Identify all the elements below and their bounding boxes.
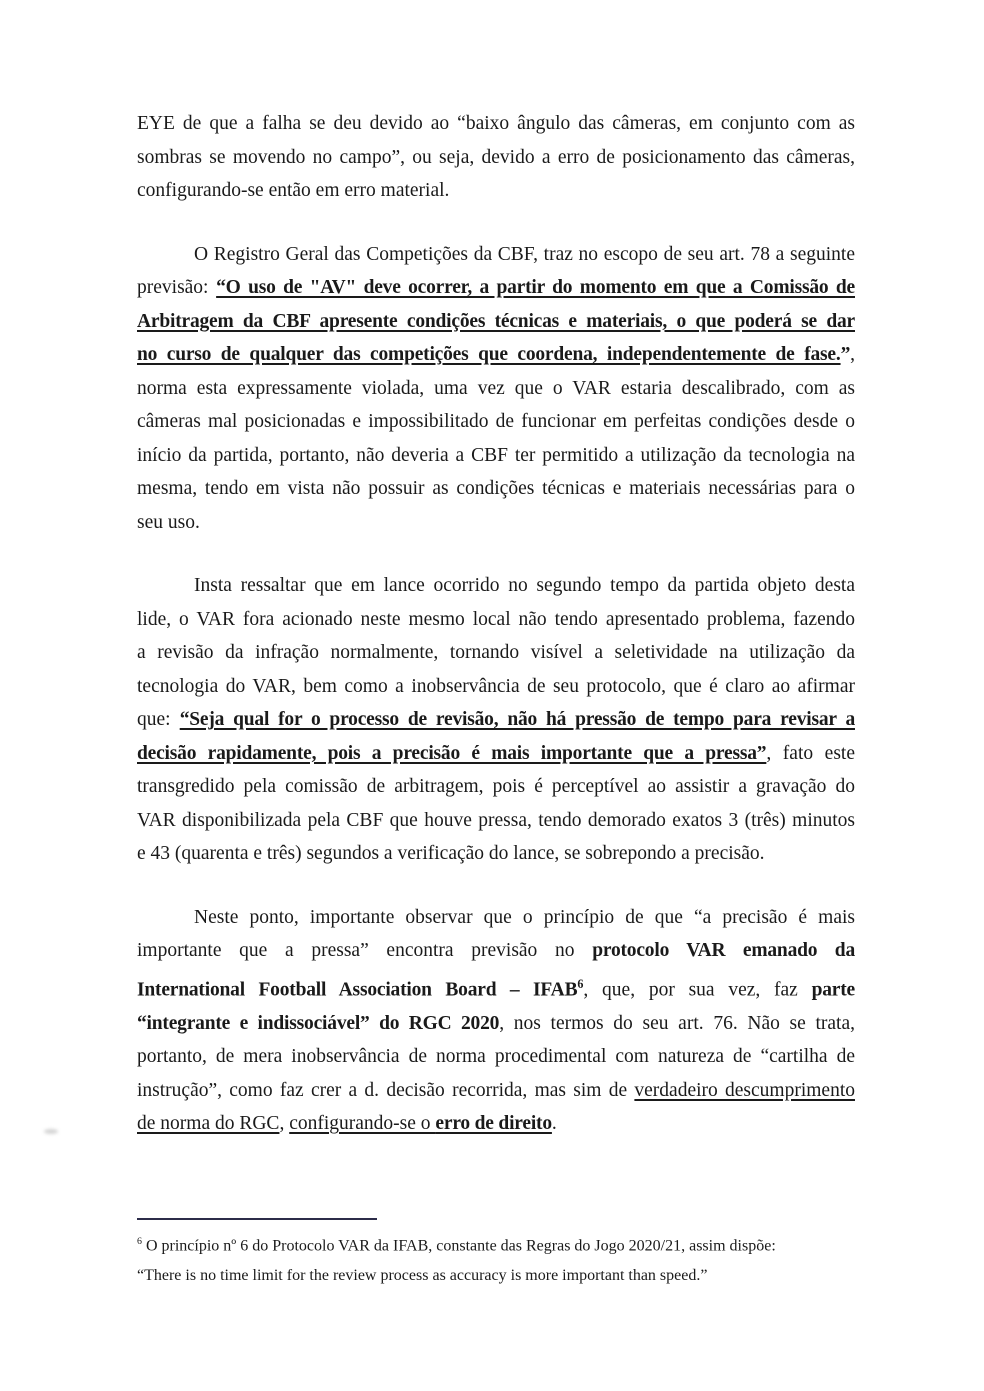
text-segment: O princípio nº 6 do Protocolo VAR da IFAB, constante das Regras do Jogo 2020/21, assim dispõe: — [141, 1237, 776, 1255]
text-line — [137, 804, 855, 838]
text-segment: câmeras mal posicionadas e impossibilitado de funcionar em perfeitas condições desde o — [137, 411, 855, 432]
text-line — [137, 737, 855, 771]
text-line — [137, 901, 855, 935]
text-line — [137, 506, 855, 540]
text-segment: O Registro Geral das Competições da CBF, traz no escopo de seu art. 78 a seguinte — [194, 243, 855, 265]
text-segment: EYE de que a falha se deu devido ao “baixo ângulo das câmeras, em conjunto com as — [137, 113, 855, 134]
text-segment: transgredido pela comissão de arbitragem, pois é perceptível ao assistir a gravação do — [137, 776, 855, 797]
text-line — [137, 837, 855, 871]
document-body — [137, 107, 855, 1141]
text-segment: mesma, tendo em vista não possuir as condições técnicas e materiais necessárias para o — [137, 478, 855, 499]
text-segment: “There is no time limit for the review process as accuracy is more important than speed.” — [137, 1267, 708, 1285]
text-line — [137, 405, 855, 439]
text-segment: VAR disponibilizada pela CBF que houve pressa, tendo demorado exatos 3 (três) minutos — [137, 809, 855, 831]
text-line — [137, 174, 855, 208]
text-segment: de norma do RGC — [137, 1113, 280, 1134]
text-line — [137, 934, 855, 968]
text-segment: configurando-se o — [289, 1113, 436, 1134]
text-segment: , nos termos do seu art. 76. Não se trata, — [499, 1012, 855, 1034]
text-segment: importante que a pressa” encontra previsão no — [137, 940, 593, 961]
text-segment: a revisão da infração normalmente, tornando visível a seletividade na utilização da — [137, 642, 855, 663]
text-line — [137, 670, 855, 704]
text-segment: “O uso de "AV" deve ocorrer, a partir do momento em que a Comissão de — [216, 277, 855, 298]
footnote-line — [137, 1227, 855, 1261]
text-segment: International Football Association Board – IFAB — [137, 979, 578, 1000]
text-segment: , — [279, 1113, 290, 1134]
text-segment: configurando-se então em erro material. — [137, 180, 450, 201]
text-segment: , — [850, 344, 855, 365]
text-line — [137, 1074, 855, 1108]
text-segment: e 43 (quarenta e três) segundos a verificação do lance, se sobrepondo a precisão. — [137, 843, 765, 864]
text-segment: parte — [811, 979, 855, 1000]
text-line — [137, 1107, 855, 1141]
text-segment: “Seja qual for o processo de revisão, não há pressão de tempo para revisar a — [179, 709, 855, 730]
text-line — [137, 770, 855, 804]
text-segment: ” — [840, 344, 851, 365]
text-line — [137, 968, 855, 1007]
text-line — [137, 1007, 855, 1041]
paragraph — [137, 901, 855, 1141]
text-line — [137, 569, 855, 603]
text-line — [137, 1040, 855, 1074]
text-line — [137, 439, 855, 473]
text-segment: sombras se movendo no campo”, ou seja, devido a erro de posicionamento das câmeras, — [137, 146, 855, 168]
text-segment: portanto, de mera inobservância de norma procedimental com natureza de “cartilha de — [137, 1046, 855, 1067]
footnote-line — [137, 1261, 855, 1291]
text-line — [137, 107, 855, 141]
text-segment: verdadeiro descumprimento — [634, 1079, 855, 1101]
footnote-separator — [137, 1218, 377, 1220]
text-line — [137, 141, 855, 175]
text-segment: início da partida, portanto, não deveria a CBF ter permitido a utilização da tecnologia na — [137, 444, 855, 466]
text-line — [137, 703, 855, 737]
text-segment: Neste ponto, importante observar que o princípio de que “a precisão é mais — [194, 906, 855, 928]
text-line — [137, 603, 855, 637]
text-segment: Arbitragem da CBF apresente condições técnicas e materiais, o que poderá se dar — [137, 310, 855, 332]
text-segment: norma esta expressamente violada, uma vez que o VAR estaria descalibrado, com as — [137, 377, 855, 399]
text-line — [137, 338, 855, 372]
text-segment: tecnologia do VAR, bem como a inobservância de seu protocolo, que é claro ao afirmar — [137, 675, 855, 697]
text-segment: previsão: — [137, 277, 217, 298]
text-segment: erro de direito — [435, 1113, 552, 1134]
text-segment: , fato este — [766, 742, 855, 764]
text-segment: lide, o VAR fora acionado neste mesmo local não tendo apresentado problema, fazendo — [137, 608, 855, 630]
text-segment: seu uso. — [137, 511, 200, 533]
text-line — [137, 238, 855, 272]
text-line — [137, 472, 855, 506]
text-segment: decisão rapidamente, pois a precisão é mais importante que a pressa” — [137, 742, 767, 764]
text-line — [137, 271, 855, 305]
text-segment: , que, por sua vez, faz — [583, 979, 812, 1000]
text-line — [137, 305, 855, 339]
footnote-text — [137, 1227, 855, 1291]
text-segment: protocolo VAR emanado da — [592, 940, 855, 961]
scan-artifact — [44, 1129, 58, 1134]
text-line — [137, 636, 855, 670]
text-segment: que: — [137, 709, 180, 730]
text-segment: no curso de qualquer das competições que coordena, independentemente de fase. — [137, 344, 841, 365]
paragraph — [137, 569, 855, 871]
text-segment: Insta ressaltar que em lance ocorrido no segundo tempo da partida objeto desta — [194, 575, 855, 596]
text-segment: 6 — [137, 1236, 142, 1247]
footnote-section — [137, 1218, 855, 1291]
text-segment: 6 — [577, 976, 584, 991]
paragraph — [137, 107, 855, 208]
text-line — [137, 372, 855, 406]
text-segment: . — [551, 1113, 557, 1134]
text-segment: instrução”, como faz crer a d. decisão recorrida, mas sim de — [137, 1079, 635, 1101]
text-segment: “integrante e indissociável” do RGC 2020 — [137, 1012, 500, 1034]
paragraph — [137, 238, 855, 540]
